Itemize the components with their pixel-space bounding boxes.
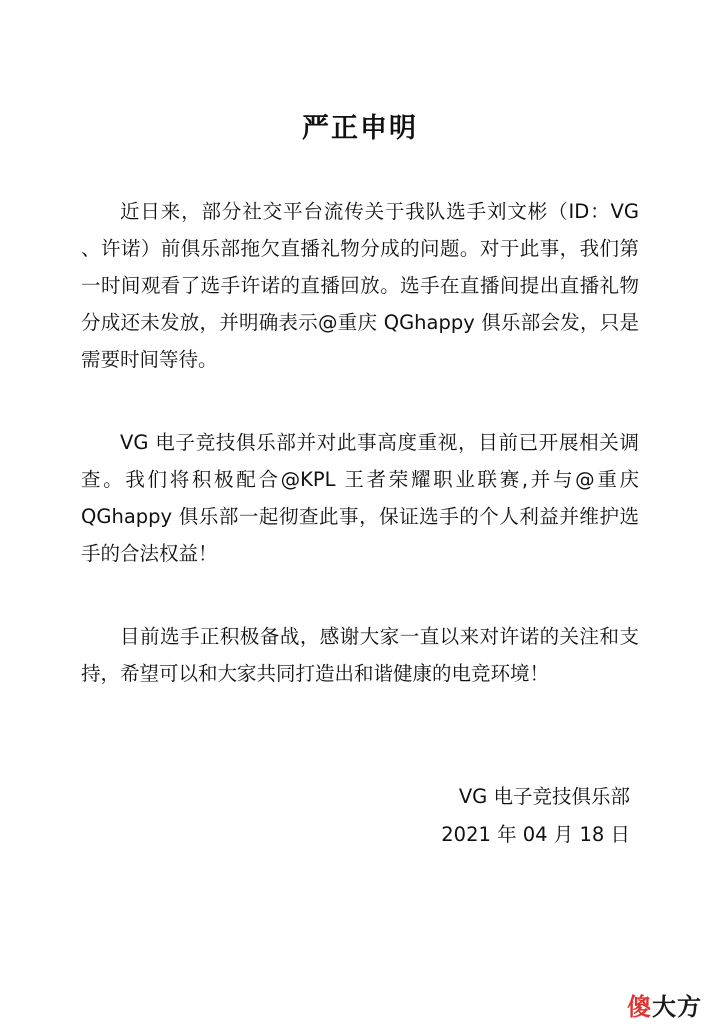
watermark-rest: 大方 [652, 993, 702, 1021]
document-title: 严正申明 [302, 113, 418, 144]
paragraph-1: 近日来，部分社交平台流传关于我队选手刘文彬（ID：VG 、许诺）前俱乐部拖欠直播礼物分成的问题。对于此事，我们第一时间观看了选手许诺的直播回放。选手在直播间提出直播礼物分成还未发放，并明确表示@重庆 QGhappy 俱乐部会发，只是需要时间等待。 [81, 200, 639, 371]
paragraph-2: VG 电子竞技俱乐部并对此事高度重视，目前已开展相关调查。我们将积极配合@KPL 王者荣耀职业联赛,并与@重庆 QGhappy 俱乐部一起彻查此事，保证选手的个人利益并维护选手的合法权益！ [81, 431, 639, 565]
watermark-logo [627, 987, 702, 1022]
signature-organization: VG 电子竞技俱乐部 [458, 785, 630, 808]
signature-date: 2021 年 04 月 18 日 [441, 823, 630, 846]
watermark-first-char: 傻 [627, 993, 652, 1021]
paragraph-3: 目前选手正积极备战，感谢大家一直以来对许诺的关注和支持，希望可以和大家共同打造出和谐健康的电竞环境！ [81, 625, 639, 685]
